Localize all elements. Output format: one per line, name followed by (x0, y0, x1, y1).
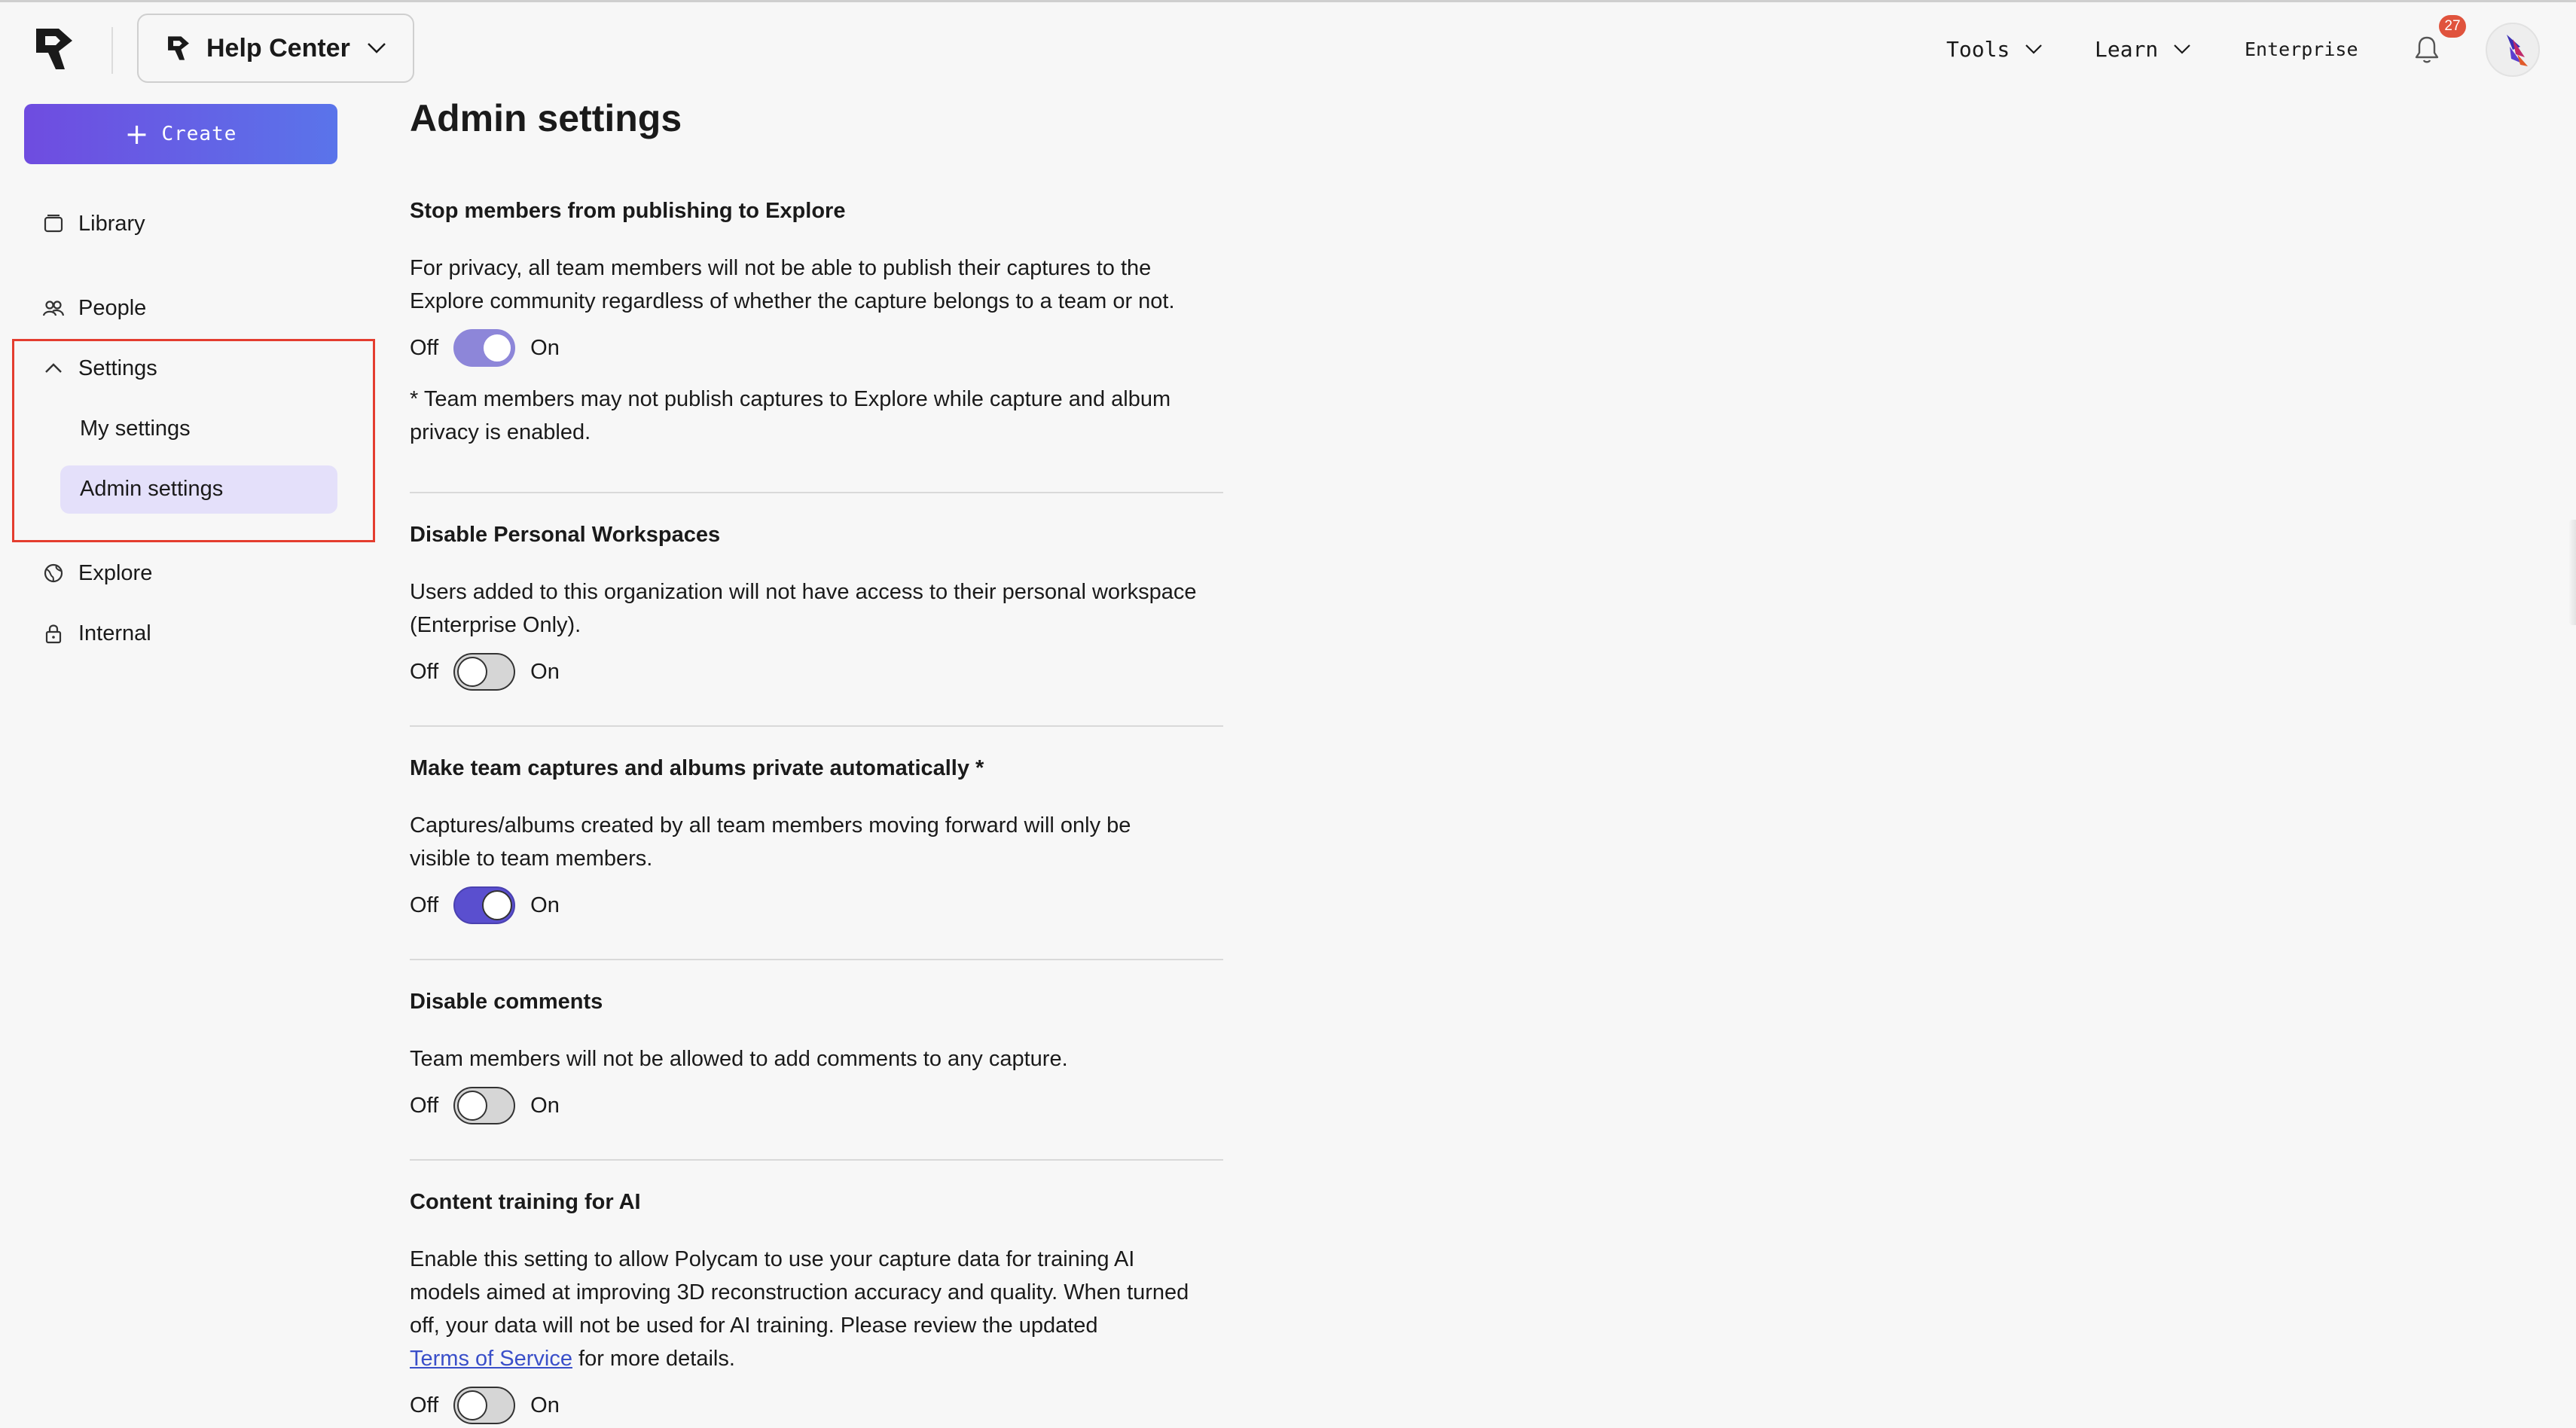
toggle-knob (457, 1390, 487, 1420)
chevron-down-icon (367, 42, 386, 54)
sidebar-item-label: Settings (78, 355, 157, 380)
sidebar-item-label: Explore (78, 560, 153, 585)
sidebar-item-library[interactable] (42, 205, 145, 243)
highlight-annotation-box (12, 339, 375, 542)
nav-tools[interactable] (1946, 30, 2043, 68)
sidebar-item-label: Library (78, 211, 145, 236)
personal-workspaces-toggle[interactable] (453, 653, 515, 691)
setting-title: Content training for AI (410, 1190, 641, 1214)
private-captures-toggle[interactable] (453, 886, 515, 924)
setting-description (410, 1042, 1223, 1076)
toggle-row (410, 884, 1223, 926)
nav-enterprise-label: Enterprise (2245, 38, 2358, 60)
setting-note (410, 383, 1223, 449)
nav-enterprise[interactable] (2245, 30, 2358, 68)
avatar-art-icon (2487, 24, 2540, 77)
create-button[interactable] (24, 104, 337, 164)
note-line: privacy is enabled. (410, 420, 591, 444)
section-divider (410, 725, 1223, 727)
on-label: On (530, 1093, 560, 1118)
setting-title: Make team captures and albums private automatically * (410, 756, 984, 780)
setting-title: Stop members from publishing to Explore (410, 199, 846, 223)
description-line: visible to team members. (410, 847, 653, 871)
setting-personal-workspaces (410, 518, 1223, 693)
setting-title: Disable Personal Workspaces (410, 523, 721, 547)
off-label: Off (410, 1093, 439, 1118)
top-border (0, 0, 2576, 2)
section-divider (410, 492, 1223, 493)
sidebar-item-label: Internal (78, 621, 151, 645)
setting-publish-explore (410, 194, 1223, 449)
description-line: (Enterprise Only). (410, 613, 581, 637)
sidebar-item-label: People (78, 295, 147, 320)
setting-disable-comments (410, 985, 1223, 1127)
plus-icon: + (124, 117, 150, 151)
toggle-row (410, 1085, 1223, 1127)
sidebar-item-internal[interactable] (42, 615, 151, 652)
description-line: Explore community regardless of whether the capture belongs to a team or not. (410, 289, 1175, 313)
library-icon (42, 212, 65, 235)
toggle-row (410, 651, 1223, 693)
setting-description (410, 252, 1223, 318)
globe-icon (42, 562, 65, 584)
header-divider (111, 27, 113, 74)
section-divider (410, 959, 1223, 960)
description-line: Enable this setting to allow Polycam to use your capture data for training AI (410, 1247, 1135, 1271)
nav-learn-label: Learn (2095, 36, 2159, 62)
chevron-down-icon (2173, 44, 2191, 54)
setting-description (410, 1243, 1223, 1375)
on-label: On (530, 1393, 560, 1417)
on-label: On (530, 335, 560, 360)
nav-learn[interactable] (2095, 30, 2191, 68)
off-label: Off (410, 335, 439, 360)
ai-training-toggle[interactable] (453, 1387, 515, 1424)
workspace-switcher[interactable] (137, 14, 414, 83)
scroll-edge-handle[interactable] (2568, 520, 2576, 625)
on-label: On (530, 892, 560, 917)
setting-description (410, 809, 1223, 875)
toggle-knob (482, 890, 512, 920)
setting-private-captures (410, 752, 1223, 926)
sidebar-item-people[interactable] (42, 289, 146, 327)
publish-explore-toggle[interactable] (453, 329, 515, 367)
page-title: Admin settings (410, 97, 682, 139)
toggle-row (410, 1384, 1223, 1426)
toggle-knob (457, 1091, 487, 1121)
note-line: * Team members may not publish captures to Explore while capture and album (410, 387, 1171, 411)
people-icon (42, 297, 65, 319)
setting-title: Disable comments (410, 990, 603, 1014)
description-line: Users added to this organization will not have access to their personal workspace (410, 580, 1197, 604)
description-line: off, your data will not be used for AI training. Please review the updated (410, 1314, 1098, 1338)
section-divider (410, 1159, 1223, 1161)
create-label: Create (161, 123, 237, 145)
polycam-logo[interactable] (33, 26, 75, 72)
toggle-row (410, 327, 1223, 369)
description-line: For privacy, all team members will not be able to publish their captures to the (410, 256, 1152, 280)
nav-tools-label: Tools (1946, 36, 2010, 62)
bell-icon[interactable] (2413, 35, 2440, 65)
setting-description (410, 575, 1223, 642)
description-line: Team members will not be allowed to add comments to any capture. (410, 1047, 1068, 1071)
disable-comments-toggle[interactable] (453, 1087, 515, 1124)
toggle-knob (457, 657, 487, 687)
link-suffix: for more details. (572, 1347, 735, 1371)
terms-of-service-link[interactable]: Terms of Service (410, 1347, 572, 1371)
lock-icon (42, 622, 65, 645)
off-label: Off (410, 659, 439, 684)
workspace-label: Help Center (206, 33, 350, 63)
description-line (410, 1342, 1223, 1375)
on-label: On (530, 659, 560, 684)
sidebar-item-explore[interactable] (42, 554, 152, 592)
sidebar-item-label: My settings (80, 416, 191, 441)
off-label: Off (410, 1393, 439, 1417)
user-avatar[interactable] (2486, 23, 2540, 77)
polycam-mini-logo-icon (166, 35, 191, 62)
off-label: Off (410, 892, 439, 917)
toggle-knob (482, 333, 512, 363)
description-line: models aimed at improving 3D reconstruction accuracy and quality. When turned (410, 1280, 1189, 1304)
notification-badge: 27 (2439, 15, 2466, 38)
sidebar-item-label: Admin settings (80, 476, 224, 501)
description-line: Captures/albums created by all team members moving forward will only be (410, 813, 1131, 838)
chevron-down-icon (2025, 44, 2043, 54)
setting-ai-training (410, 1185, 1223, 1426)
